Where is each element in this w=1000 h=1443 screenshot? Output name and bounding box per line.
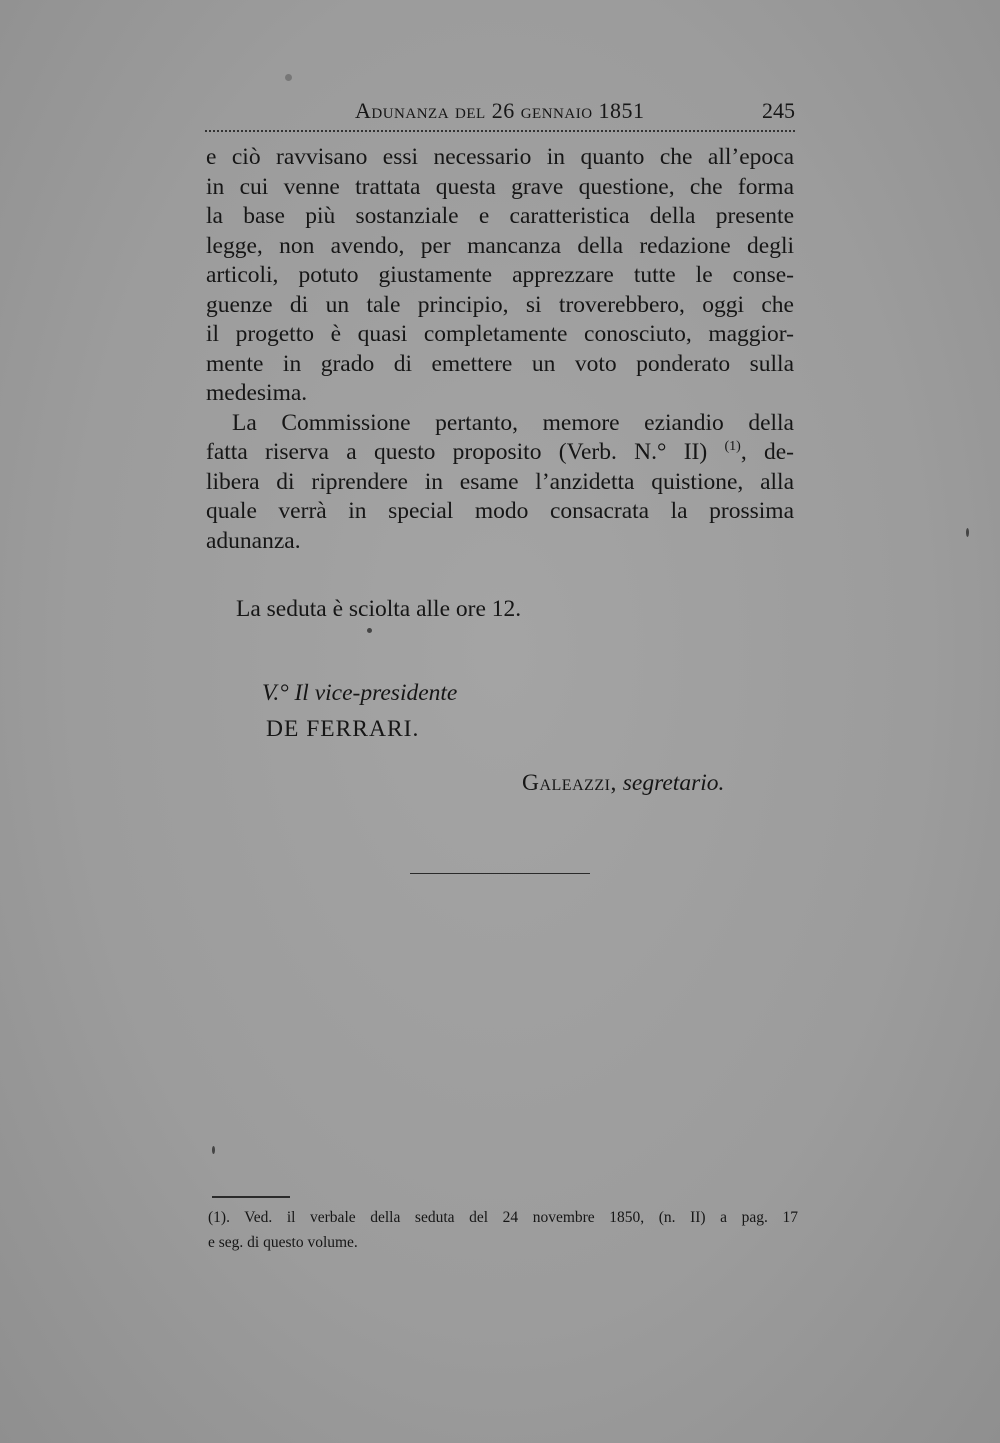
body-line: quale verrà in special modo consacrata la prossima	[206, 498, 794, 524]
body-line: guenze di un tale principio, si troverebbero, oggi che	[206, 291, 794, 318]
secretary-role: segretario.	[622, 770, 725, 796]
body-text	[206, 143, 794, 556]
header-dotted-rule	[205, 130, 795, 132]
body-line-text: fatta riserva a questo proposito (Verb. N.° II)	[206, 439, 708, 465]
page-number: 245	[762, 98, 795, 123]
footnote-line: e seg. di questo volume.	[208, 1234, 358, 1251]
session-closing-line: La seduta è sciolta alle ore 12.	[236, 596, 522, 622]
paper-speck	[966, 528, 969, 537]
body-line: articoli, potuto giustamente apprezzare tutte le conse-	[206, 262, 794, 288]
body-line: il progetto è quasi completamente conosciuto, maggior-	[206, 321, 794, 347]
body-line: La Commissione pertanto, memore eziandio della	[232, 409, 794, 436]
paper-speck	[285, 74, 292, 81]
body-line: la base più sostanziale e caratteristica della presente	[206, 203, 794, 229]
body-line-tail: , de-	[740, 439, 794, 465]
body-line: legge, non avendo, per mancanza della redazione degli	[206, 232, 794, 259]
body-line: adunanza.	[206, 527, 301, 554]
secretary-signature	[522, 770, 724, 797]
body-line: medesima.	[206, 380, 308, 406]
footnote-reference: (1)	[724, 439, 741, 455]
footnote-rule	[212, 1196, 290, 1198]
paper-speck	[367, 628, 372, 633]
footnote	[208, 1205, 798, 1255]
body-line-with-footnote-ref	[206, 438, 794, 468]
vice-president-name: DE FERRARI.	[266, 716, 420, 742]
running-title: Adunanza del 26 gennaio 1851	[355, 98, 645, 123]
secretary-name: Galeazzi,	[522, 770, 617, 796]
body-line: libera di riprendere in esame l’anzidetta quistione, alla	[206, 468, 794, 495]
vice-president-label: V.° Il vice-presidente	[262, 680, 458, 706]
footnote-line: (1). Ved. il verbale della seduta del 24 novembre 1850, (n. II) a pag. 17	[208, 1209, 798, 1226]
running-head	[205, 98, 795, 128]
section-end-rule	[410, 873, 590, 874]
paper-speck	[212, 1146, 215, 1154]
body-line: mente in grado di emettere un voto ponderato sulla	[206, 350, 794, 377]
body-line: e ciò ravvisano essi necessario in quanto che all’epoca	[206, 144, 794, 170]
body-line: in cui venne trattata questa grave questione, che forma	[206, 173, 794, 200]
